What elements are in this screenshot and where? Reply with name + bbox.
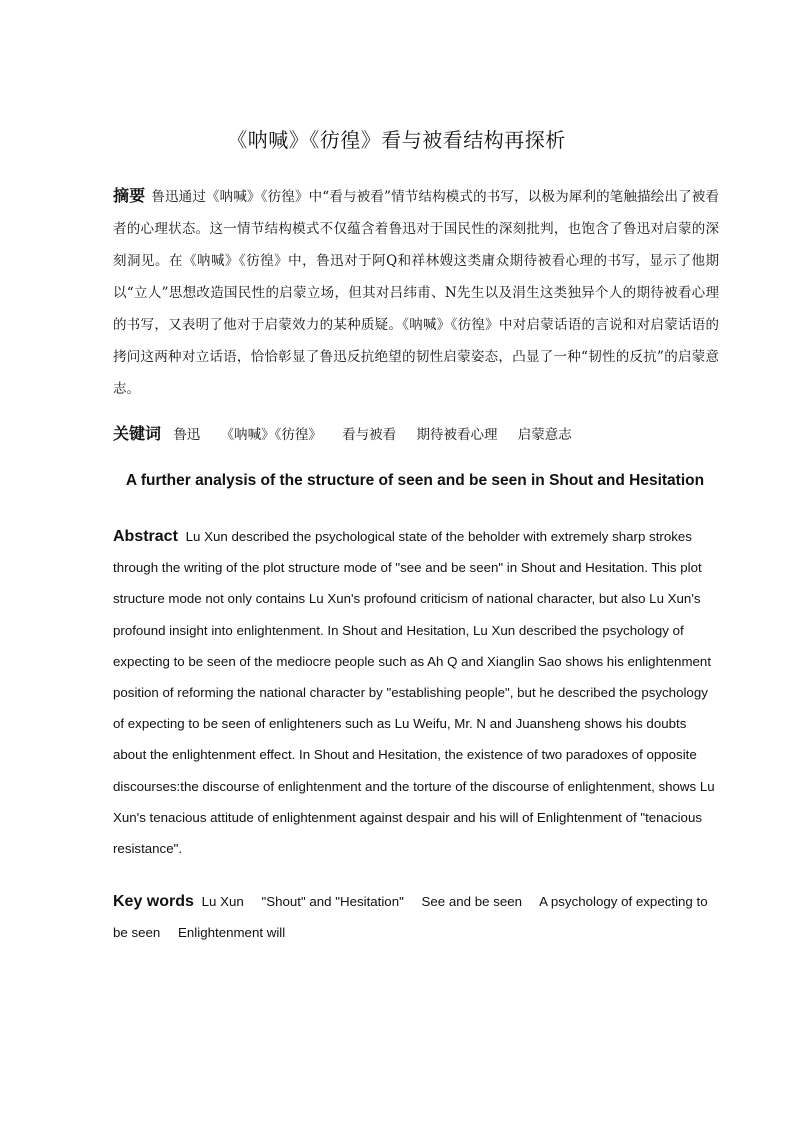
chinese-keyword: 看与被看 [342, 427, 397, 443]
chinese-keywords-label: 关键词 [113, 424, 162, 443]
english-abstract-text: Lu Xun described the psychological state of the beholder with extremely sharp strokes through the writing of the plot structure mode of "see and be seen" in Shout and Hesitation. This plot structure mode not only contains Lu Xun's profound criticism of national character, but also Lu Xun's profound insight into enlightenment. In Shout and Hesitation, Lu Xun described the psychology of expecting to be seen of the mediocre people such as Ah Q and Xianglin Sao shows his enlightenment position of reforming the national character by "establishing people", but he described the psychology of expecting to be seen of enlighteners such as Lu Weifu, Mr. N and Juansheng shows his doubts about the enlightenment effect. In Shout and Hesitation, the existence of two paradoxes of opposite discourses:the discourse of enlightenment and the torture of the discourse of enlightenment, shows Lu Xun's tenacious attitude of enlightenment against despair and his will of Enlightenment of "tenacious resistance". [113, 529, 715, 857]
english-keyword: See and be seen [421, 894, 523, 909]
chinese-abstract-text: 鲁迅通过《呐喊》《彷徨》中“看与被看”情节结构模式的书写，以极为犀利的笔触描绘出了被看者的心理状态。这一情节结构模式不仅蕴含着鲁迅对于国民性的深刻批判，也饱含了鲁迅对启蒙的深刻洞见。在《呐喊》《彷徨》中，鲁迅对于阿Q和祥林嫂这类庸众期待被看心理的书写，显示了他期以“立人”思想改造国民性的启蒙立场，但其对吕纬甫、N先生以及涓生这类独异个人的期待被看心理的书写，又表明了他对于启蒙效力的某种质疑。《呐喊》《彷徨》中对启蒙话语的言说和对启蒙话语的拷问这两种对立话语，恰恰彰显了鲁迅反抗绝望的韧性启蒙姿态，凸显了一种“韧性的反抗”的启蒙意志。 [113, 189, 719, 397]
english-keyword: Enlightenment will [178, 925, 286, 941]
english-keyword: "Shout" and "Hesitation" [261, 894, 404, 909]
chinese-keywords [113, 418, 719, 451]
english-keyword: A psychology of expecting to be seen [113, 894, 708, 941]
english-keywords-label: Key words [113, 893, 194, 910]
chinese-title: 《呐喊》《彷徨》看与被看结构再探析 [227, 128, 566, 152]
chinese-keyword: 《呐喊》《彷徨》 [220, 427, 322, 443]
english-keywords [113, 886, 721, 948]
chinese-keyword: 启蒙意志 [517, 427, 572, 443]
english-abstract [113, 521, 721, 864]
chinese-abstract [113, 180, 719, 405]
chinese-keyword: 期待被看心理 [416, 427, 498, 443]
english-keyword: Lu Xun [201, 894, 244, 909]
english-title: A further analysis of the structure of seen and be seen in Shout and Hesitation [125, 472, 705, 489]
chinese-abstract-label: 摘要 [113, 186, 146, 205]
english-abstract-label: Abstract [113, 528, 178, 545]
chinese-keyword: 鲁迅 [173, 427, 201, 443]
